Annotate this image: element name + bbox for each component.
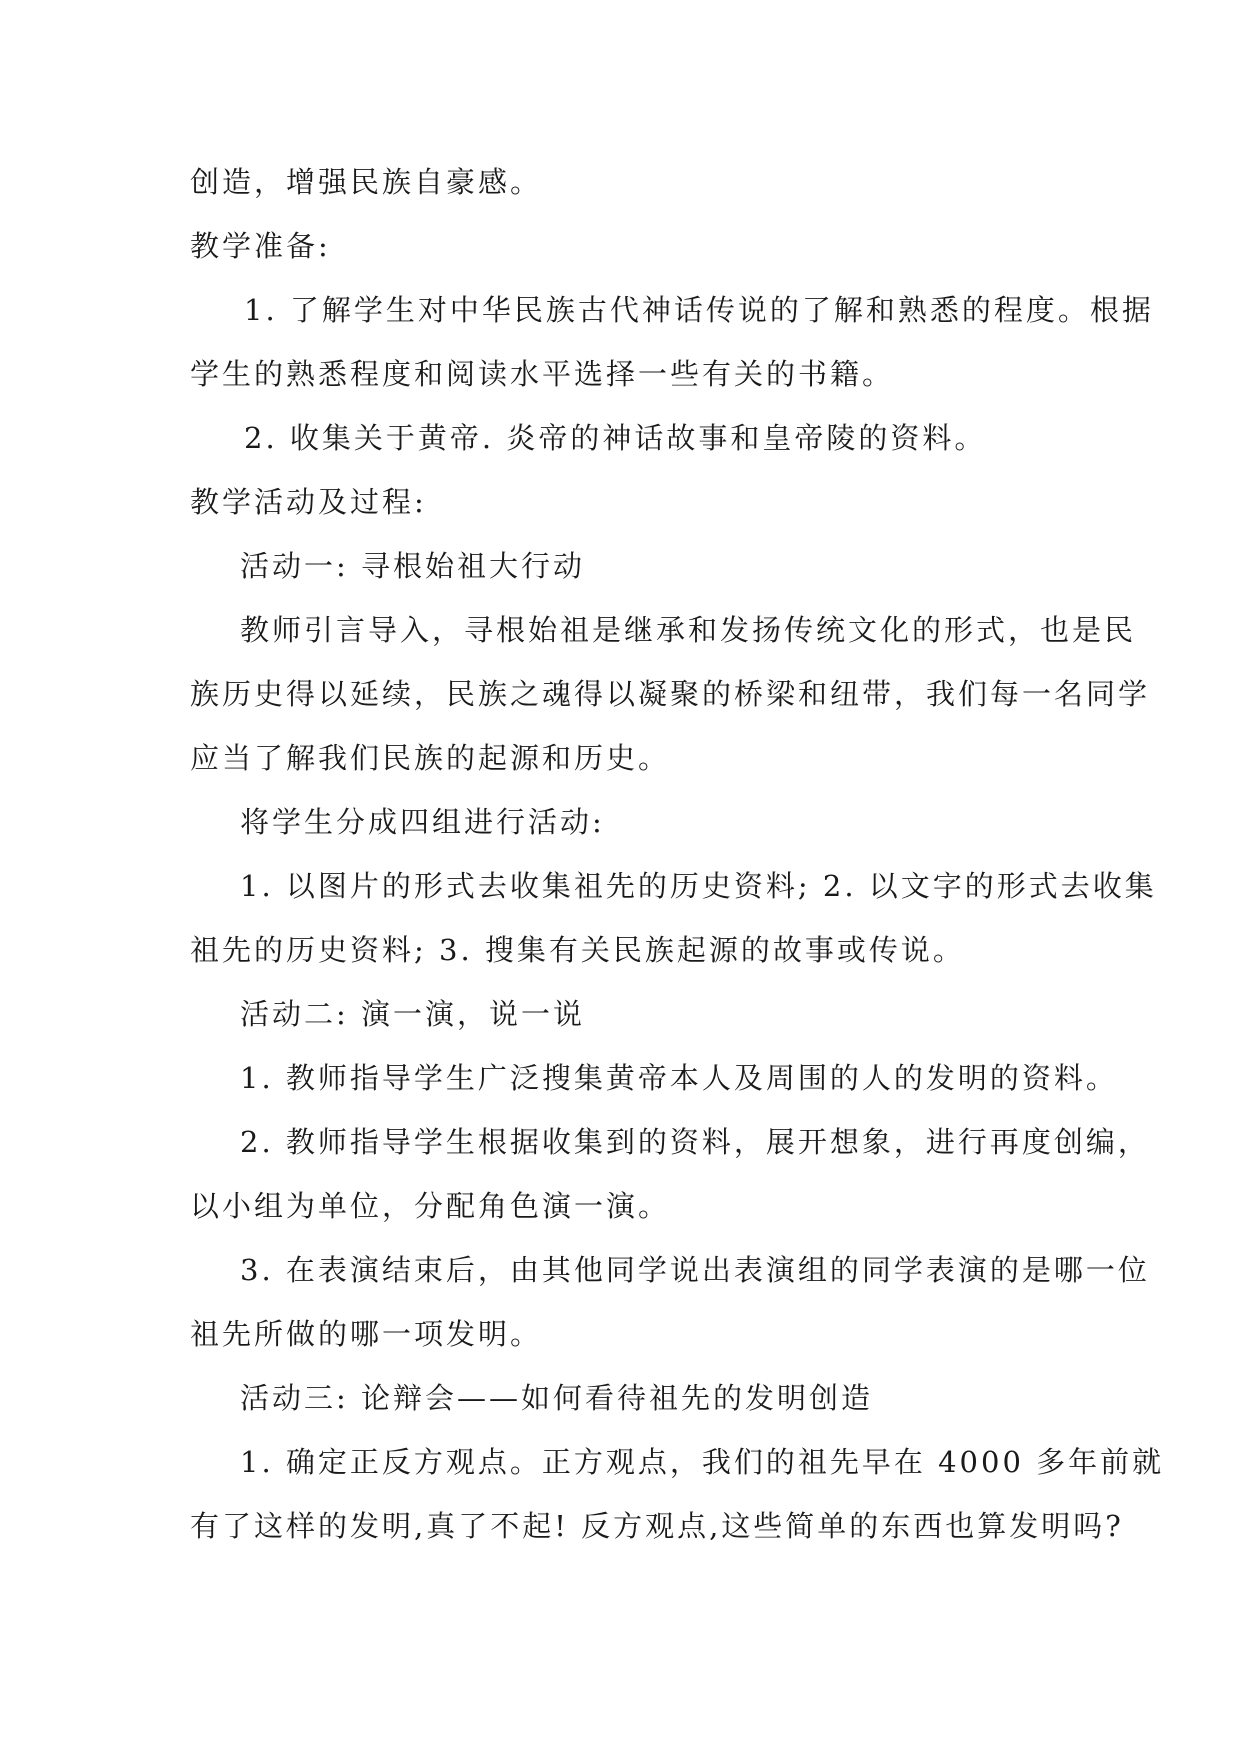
list-item: 2. 教师指导学生根据收集到的资料，展开想象，进行再度创编，	[240, 1125, 1150, 1159]
paragraph-line: 祖先的历史资料; 3. 搜集有关民族起源的故事或传说。	[190, 933, 965, 967]
list-item: 1. 以图片的形式去收集祖先的历史资料; 2. 以文字的形式去收集	[240, 869, 1157, 903]
activity-three-heading: 活动三: 论辩会——如何看待祖先的发明创造	[240, 1381, 873, 1415]
list-item: 3. 在表演结束后，由其他同学说出表演组的同学表演的是哪一位	[240, 1253, 1150, 1287]
paragraph-line: 族历史得以延续，民族之魂得以凝聚的桥梁和纽带，我们每一名同学	[190, 677, 1151, 711]
paragraph-line: 将学生分成四组进行活动:	[240, 805, 605, 839]
list-item: 1. 确定正反方观点。正方观点，我们的祖先早在 4000 多年前就	[240, 1445, 1165, 1479]
paragraph-line: 应当了解我们民族的起源和历史。	[190, 741, 671, 775]
paragraph-line: 创造，增强民族自豪感。	[190, 165, 543, 199]
activity-one-heading: 活动一: 寻根始祖大行动	[240, 549, 585, 583]
activity-two-heading: 活动二: 演一演，说一说	[240, 997, 585, 1031]
paragraph-line: 有了这样的发明,真了不起! 反方观点,这些简单的东西也算发明吗?	[190, 1509, 1124, 1543]
paragraph-line: 学生的熟悉程度和阅读水平选择一些有关的书籍。	[190, 357, 895, 391]
list-item-1: 1. 了解学生对中华民族古代神话传说的了解和熟悉的程度。根据	[244, 293, 1154, 327]
paragraph-line: 祖先所做的哪一项发明。	[190, 1317, 543, 1351]
list-item-2: 2. 收集关于黄帝. 炎帝的神话故事和皇帝陵的资料。	[244, 421, 987, 455]
paragraph-line: 以小组为单位，分配角色演一演。	[190, 1189, 671, 1223]
list-item: 1. 教师指导学生广泛搜集黄帝本人及周围的人的发明的资料。	[240, 1061, 1118, 1095]
section-heading-activities: 教学活动及过程:	[190, 485, 427, 519]
paragraph-line: 教师引言导入，寻根始祖是继承和发扬传统文化的形式，也是民	[240, 613, 1137, 647]
section-heading-teaching-preparation: 教学准备:	[190, 229, 331, 263]
